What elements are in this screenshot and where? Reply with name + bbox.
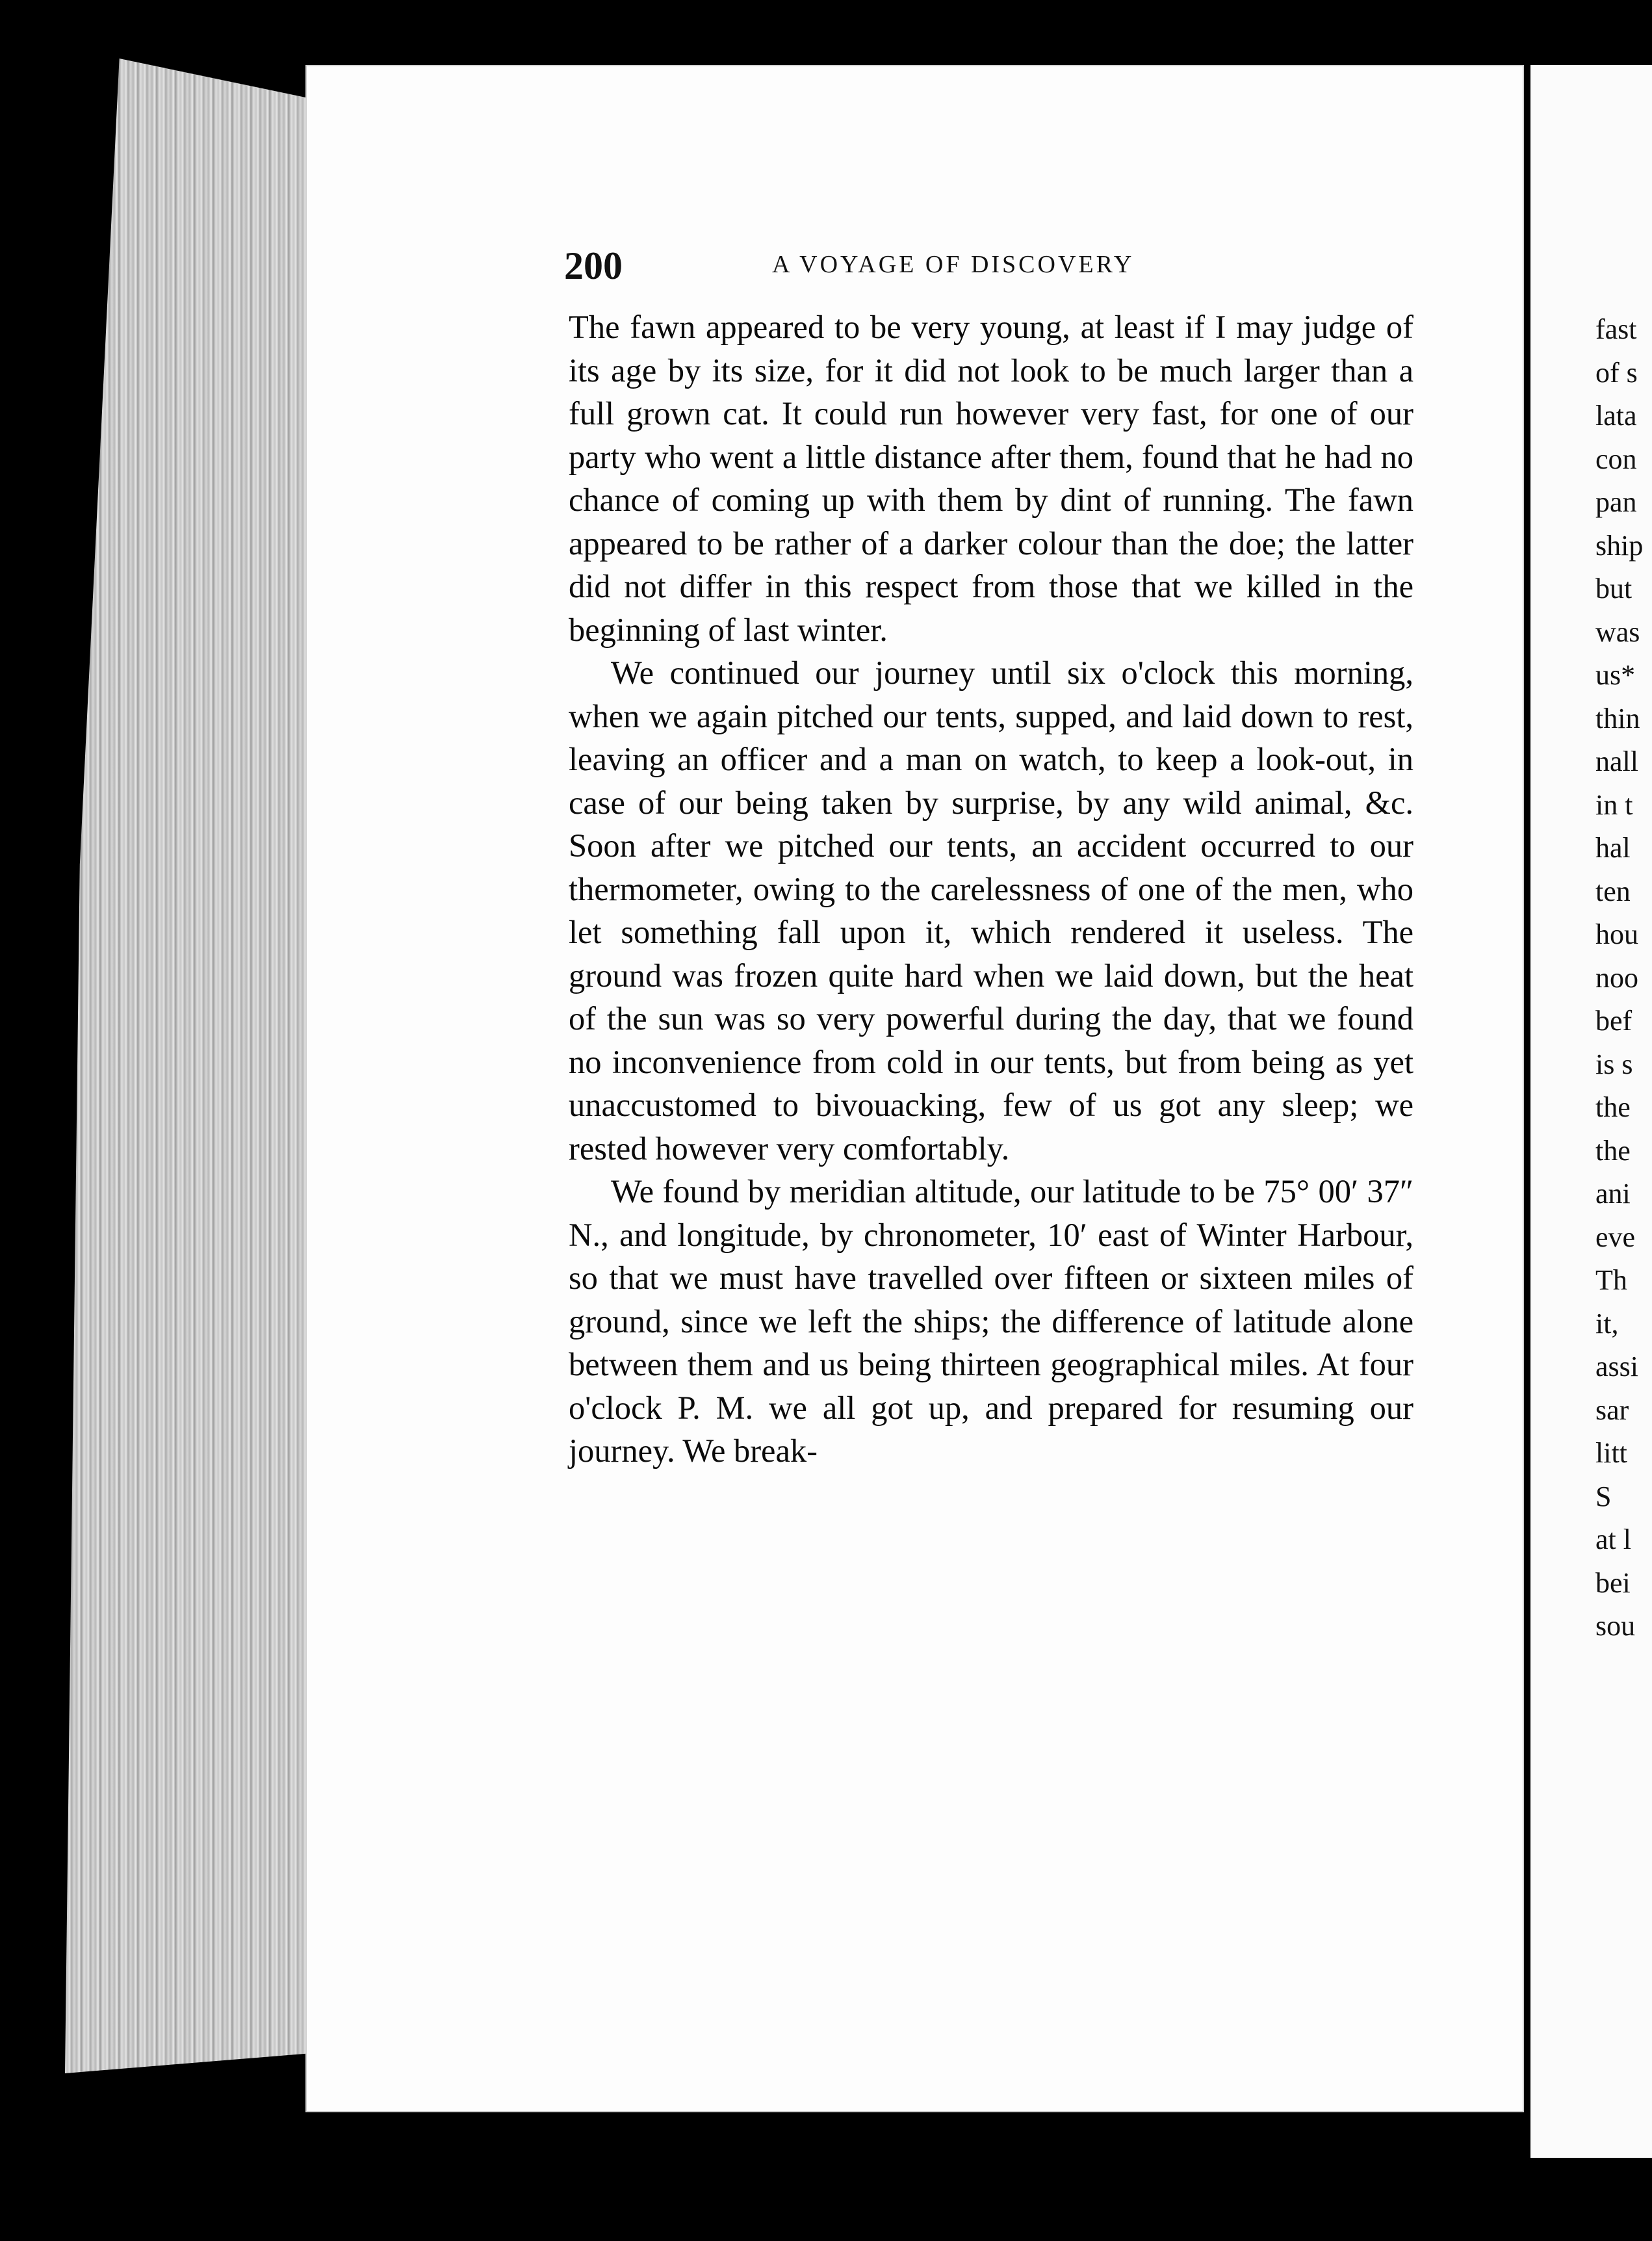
next-page-line: hou	[1595, 918, 1638, 950]
next-page-line: sou	[1595, 1610, 1636, 1642]
page-number: 200	[564, 244, 623, 287]
body-text	[569, 305, 1413, 1473]
paragraph-1: The fawn appeared to be very young, at least if I may judge of its age by its size, for it did not look to be much larger than a full grown cat. It could run however very fast, for one of our party who went a little distance after them, found that he had no chance of coming up with them by dint of running. The fawn appeared to be rather of a darker colour than the doe; the latter did not differ in this respect from those that we killed in the beginning of last winter.	[569, 309, 1413, 648]
next-page-line: the	[1595, 1091, 1631, 1123]
paragraph-2: We continued our journey until six o'clock this morning, when we again pitched our tents, supped, and laid down to rest, leaving an officer and a man on watch, to keep a look-out, in case of our being taken by surprise, by any wild animal, &c. Soon after we pitched our tents, an accident occurred to our thermometer, owing to the carelessness of one of the men, who let something fall upon it, which rendered it useless. The ground was frozen quite hard when we laid down, but the heat of the sun was so very powerful during the day, that we found no inconvenience from cold in our tents, but from being as yet unaccustomed to bivouacking, few of us got any sleep; we rested however very comfortably.	[569, 654, 1413, 1167]
next-page-line: fast	[1595, 313, 1637, 345]
next-page-line: pan	[1595, 486, 1637, 518]
next-page-line: ten	[1595, 875, 1631, 907]
next-page-line: bei	[1595, 1566, 1631, 1599]
next-page-line: sar	[1595, 1393, 1629, 1426]
next-page-line: of s	[1595, 356, 1638, 389]
right-page-partial	[1530, 65, 1652, 2158]
next-page-line: noo	[1595, 961, 1638, 994]
next-page-line: ani	[1595, 1178, 1631, 1210]
next-page-line: was	[1595, 615, 1640, 648]
next-page-line: ship	[1595, 529, 1644, 562]
next-page-line: thin	[1595, 702, 1640, 734]
next-page-line: is s	[1595, 1048, 1633, 1080]
next-page-line: lata	[1595, 400, 1637, 432]
next-page-line: con	[1595, 443, 1637, 475]
next-page-line: nall	[1595, 745, 1638, 777]
next-page-line: us*	[1595, 659, 1636, 691]
next-page-line: Th	[1595, 1264, 1627, 1296]
running-title: A VOYAGE OF DISCOVERY	[772, 251, 1135, 278]
next-page-line: eve	[1595, 1221, 1636, 1253]
next-page-line: assi	[1595, 1351, 1638, 1382]
next-page-line: at l	[1595, 1523, 1631, 1555]
next-page-line: it,	[1595, 1307, 1619, 1340]
paragraph-3: We found by meridian altitude, our latitude to be 75° 00′ 37″ N., and longitude, by chronometer, 10′ east of Winter Harbour, so that we must have travelled over fifteen or sixteen miles of ground, since we left the ships; the difference of latitude alone between them and us being thirteen geographical miles. At four o'clock P. M. we all got up, and prepared for resuming our journey. We break-	[569, 1173, 1413, 1469]
next-page-line: litt	[1595, 1437, 1627, 1469]
next-page-line: the	[1595, 1134, 1631, 1167]
page-edges	[65, 58, 312, 2073]
next-page-line: hal	[1595, 832, 1631, 864]
next-page-line: S	[1595, 1480, 1612, 1512]
next-page-line: but	[1595, 573, 1633, 604]
next-page-line: bef	[1595, 1005, 1633, 1037]
next-page-line: in t	[1595, 788, 1633, 821]
